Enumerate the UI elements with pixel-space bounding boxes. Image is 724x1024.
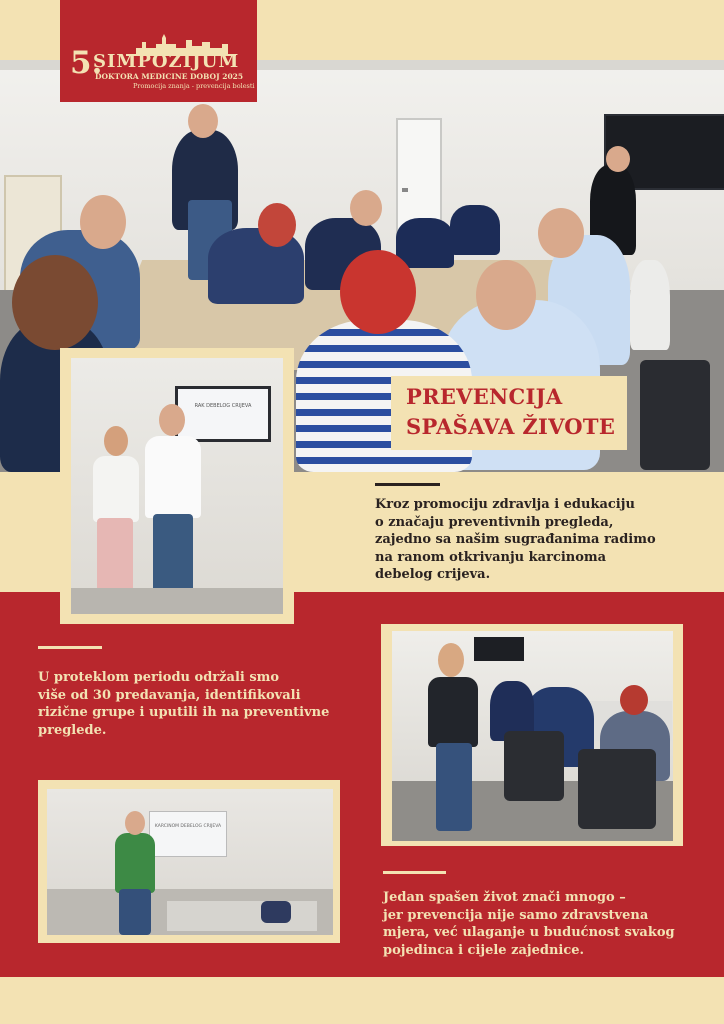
- middle-paragraph: [38, 669, 338, 739]
- photo-person-woman: [93, 456, 139, 522]
- photo-conference-table: [167, 901, 317, 931]
- photo-person-head: [350, 190, 382, 226]
- divider-rule: [375, 483, 440, 486]
- intro-line: debelog crijeva.: [375, 567, 491, 582]
- photo-person-head: [188, 104, 218, 138]
- photo-person-seated: [396, 218, 454, 268]
- slide-title: RAK DEBELOG CRIJEVA: [194, 403, 252, 409]
- photo-person-man: [145, 436, 201, 518]
- photo-person-head: [258, 203, 296, 247]
- divider-rule: [383, 871, 446, 874]
- photo-person-woman-legs: [436, 743, 472, 831]
- logo-tagline: Promocija znanja - prevencija bolesti: [133, 82, 255, 90]
- inset-photo-image: [47, 789, 333, 935]
- projection-screen: [149, 811, 227, 857]
- inset-photo-image: [392, 631, 673, 841]
- closing-paragraph: [383, 889, 703, 959]
- photo-person-head: [538, 208, 584, 258]
- photo-person-head: [80, 195, 126, 249]
- photo-chair: [261, 901, 291, 923]
- bottom-band: [0, 977, 724, 1024]
- photo-person-seated: [450, 205, 500, 255]
- photo-tv-screen: [474, 637, 524, 661]
- middle-line: rizične grupe i uputili ih na preventivne: [38, 705, 330, 720]
- inset-photo-room: [381, 624, 683, 846]
- intro-line: o značaju preventivnih pregleda,: [375, 514, 614, 530]
- headline-line1: PREVENCIJA: [406, 384, 563, 409]
- inset-photo-lecture: [38, 780, 340, 943]
- logo: [60, 0, 257, 102]
- photo-chair: [640, 360, 710, 470]
- photo-person-head: [12, 255, 98, 350]
- slide-title: KARCINOM DEBELOG CRIJEVA: [154, 824, 222, 829]
- middle-line: više od 30 predavanja, identifikovali: [38, 687, 301, 703]
- photo-person-head: [159, 404, 185, 436]
- logo-word: SIMPOZIJUM: [93, 51, 240, 72]
- intro-line: zajedno sa našim sugrađanima radimo: [375, 532, 656, 547]
- intro-line: na ranom otkrivanju karcinoma: [375, 549, 607, 565]
- closing-line: mjera, već ulaganje u budućnost svakog: [383, 925, 675, 940]
- divider-rule: [38, 646, 102, 649]
- middle-line: U proteklom periodu održali smo: [38, 670, 280, 685]
- photo-person-head: [606, 146, 630, 172]
- photo-person-head: [104, 426, 128, 456]
- closing-line: pojedinca i cijele zajednice.: [383, 942, 585, 958]
- photo-person-head: [476, 260, 536, 330]
- photo-person-woman: [428, 677, 478, 747]
- intro-line: Kroz promociju zdravlja i edukaciju: [375, 497, 635, 512]
- photo-person-head: [125, 811, 145, 835]
- inset-floor: [71, 588, 283, 614]
- middle-line: preglede.: [38, 722, 107, 738]
- photo-person-seated: [630, 260, 670, 350]
- intro-paragraph: [375, 496, 675, 584]
- closing-line: Jedan spašen život znači mnogo –: [383, 890, 626, 905]
- photo-person-man-legs: [119, 889, 151, 935]
- photo-person-head: [438, 643, 464, 677]
- photo-chair: [504, 731, 564, 801]
- photo-door-knob: [402, 188, 408, 192]
- photo-person-man: [115, 833, 155, 893]
- photo-person-head: [620, 685, 648, 715]
- headline-line2: SPAŠAVA ŽIVOTE: [406, 414, 616, 439]
- photo-person-head: [340, 250, 416, 334]
- logo-subtitle: DOKTORA MEDICINE DOBOJ 2025: [95, 72, 244, 81]
- presentation-screen: [175, 386, 271, 442]
- photo-chair: [578, 749, 656, 829]
- inset-photo-presenters: [60, 348, 294, 624]
- headline-box: [391, 376, 627, 450]
- inset-photo-image: [71, 358, 283, 614]
- closing-line: jer prevencija nije samo zdravstvena: [383, 907, 649, 923]
- logo-number: 5.: [70, 45, 103, 81]
